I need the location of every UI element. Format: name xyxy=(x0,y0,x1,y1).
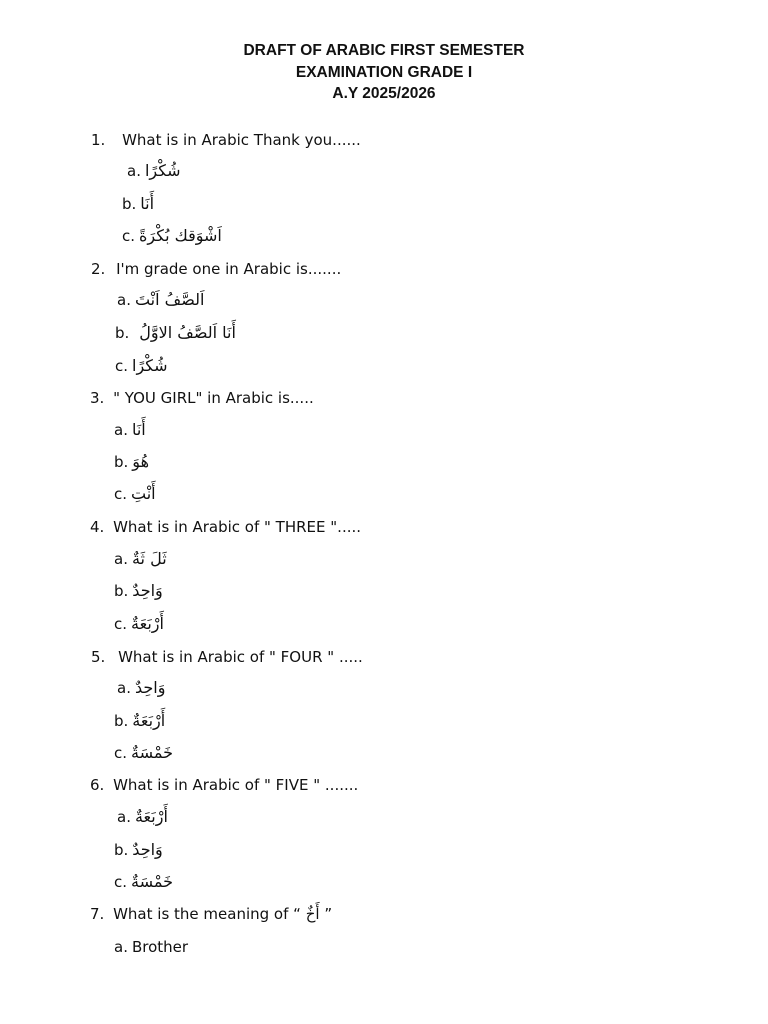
option-label: c. xyxy=(114,744,128,762)
option-text: خَمْسَةٌ xyxy=(131,872,174,891)
question-text: I'm grade one in Arabic is....... xyxy=(116,260,342,278)
option-text: أَرْبَعَةٌ xyxy=(132,711,166,730)
option-label: c. xyxy=(114,615,128,633)
question-number: 3. xyxy=(90,389,105,407)
option-text: شُكْرًا xyxy=(144,161,181,180)
option-text: أَرْبَعَةٌ xyxy=(131,614,164,633)
option-text: خَمْسَةٌ xyxy=(131,743,174,762)
option-label: c. xyxy=(114,873,128,891)
option-1c xyxy=(122,226,222,246)
question-number: 4. xyxy=(90,518,105,536)
option-6c xyxy=(114,872,173,892)
option-3a xyxy=(114,420,146,440)
option-text: اَلصَّفُ اَنْتَ xyxy=(134,290,205,309)
header-subtitle: EXAMINATION GRADE I xyxy=(295,63,473,81)
option-text: أَرْبَعَةٌ xyxy=(134,807,168,826)
option-text: وَاحِدٌ xyxy=(132,840,163,859)
option-5b xyxy=(114,711,165,731)
option-6b xyxy=(114,840,163,860)
option-2b xyxy=(115,323,236,343)
option-4b xyxy=(114,581,163,601)
option-1a xyxy=(127,161,180,181)
option-label: a. xyxy=(114,550,128,568)
option-text: ثَلَ ثَةٌ xyxy=(131,549,167,568)
option-4c xyxy=(114,614,164,634)
option-label: a. xyxy=(114,938,128,956)
option-2c xyxy=(115,356,168,376)
option-label: c. xyxy=(115,357,129,375)
option-label: a. xyxy=(117,679,131,697)
option-text: أَنَا xyxy=(131,420,146,439)
question-number: 6. xyxy=(90,776,105,794)
question-6 xyxy=(90,775,358,795)
option-label: a. xyxy=(117,808,131,826)
option-4a xyxy=(114,549,167,569)
question-1 xyxy=(91,130,361,150)
question-number: 2. xyxy=(91,260,106,278)
option-text: شُكْرًا xyxy=(132,356,168,375)
option-text: وَاحِدٌ xyxy=(132,581,163,600)
question-text: " YOU GIRL" in Arabic is..... xyxy=(113,389,314,407)
question-text: What is in Arabic Thank you...... xyxy=(122,131,361,149)
option-3c xyxy=(114,484,156,504)
question-7 xyxy=(90,904,332,924)
option-label: b. xyxy=(115,324,130,342)
option-text: Brother xyxy=(131,938,189,956)
question-number: 1. xyxy=(91,131,106,149)
option-label: c. xyxy=(122,227,136,245)
option-label: b. xyxy=(114,712,129,730)
option-text: أَنَا اَلصَّفُ الاوَّلُ xyxy=(139,323,236,342)
option-text: أَنْتِ xyxy=(131,484,156,503)
option-6a xyxy=(117,807,168,827)
question-4 xyxy=(90,517,361,537)
option-5a xyxy=(117,678,165,698)
option-label: b. xyxy=(114,841,129,859)
question-number: 5. xyxy=(91,648,106,666)
question-text: What is in Arabic of " THREE "..... xyxy=(113,518,362,536)
option-label: b. xyxy=(122,195,137,213)
option-3b xyxy=(114,452,149,472)
question-5 xyxy=(91,647,363,667)
question-text: What is in Arabic of " FOUR " ..... xyxy=(118,648,363,666)
option-text: أَنَا xyxy=(140,194,155,213)
question-3 xyxy=(90,388,314,408)
question-text: What is in Arabic of " FIVE " ....... xyxy=(113,776,359,794)
option-label: a. xyxy=(117,291,131,309)
option-text: هُوَ xyxy=(132,452,149,471)
option-text: اَشْوَقك بُكْرَةً xyxy=(139,226,222,245)
option-label: b. xyxy=(114,582,129,600)
question-text: What is the meaning of “ أَخٌ ” xyxy=(113,905,333,923)
option-label: a. xyxy=(114,421,128,439)
option-1b xyxy=(122,194,154,214)
question-2 xyxy=(91,259,341,279)
option-label: b. xyxy=(114,453,129,471)
header-title: DRAFT OF ARABIC FIRST SEMESTER xyxy=(243,42,525,59)
option-text: وَاحِدٌ xyxy=(134,678,166,697)
header-academic-year: A.Y 2025/2026 xyxy=(332,85,436,102)
question-number: 7. xyxy=(90,905,105,923)
option-label: a. xyxy=(127,162,141,180)
option-label: c. xyxy=(114,485,128,503)
option-2a xyxy=(117,290,204,310)
option-5c xyxy=(114,743,173,763)
option-7a xyxy=(114,937,188,957)
